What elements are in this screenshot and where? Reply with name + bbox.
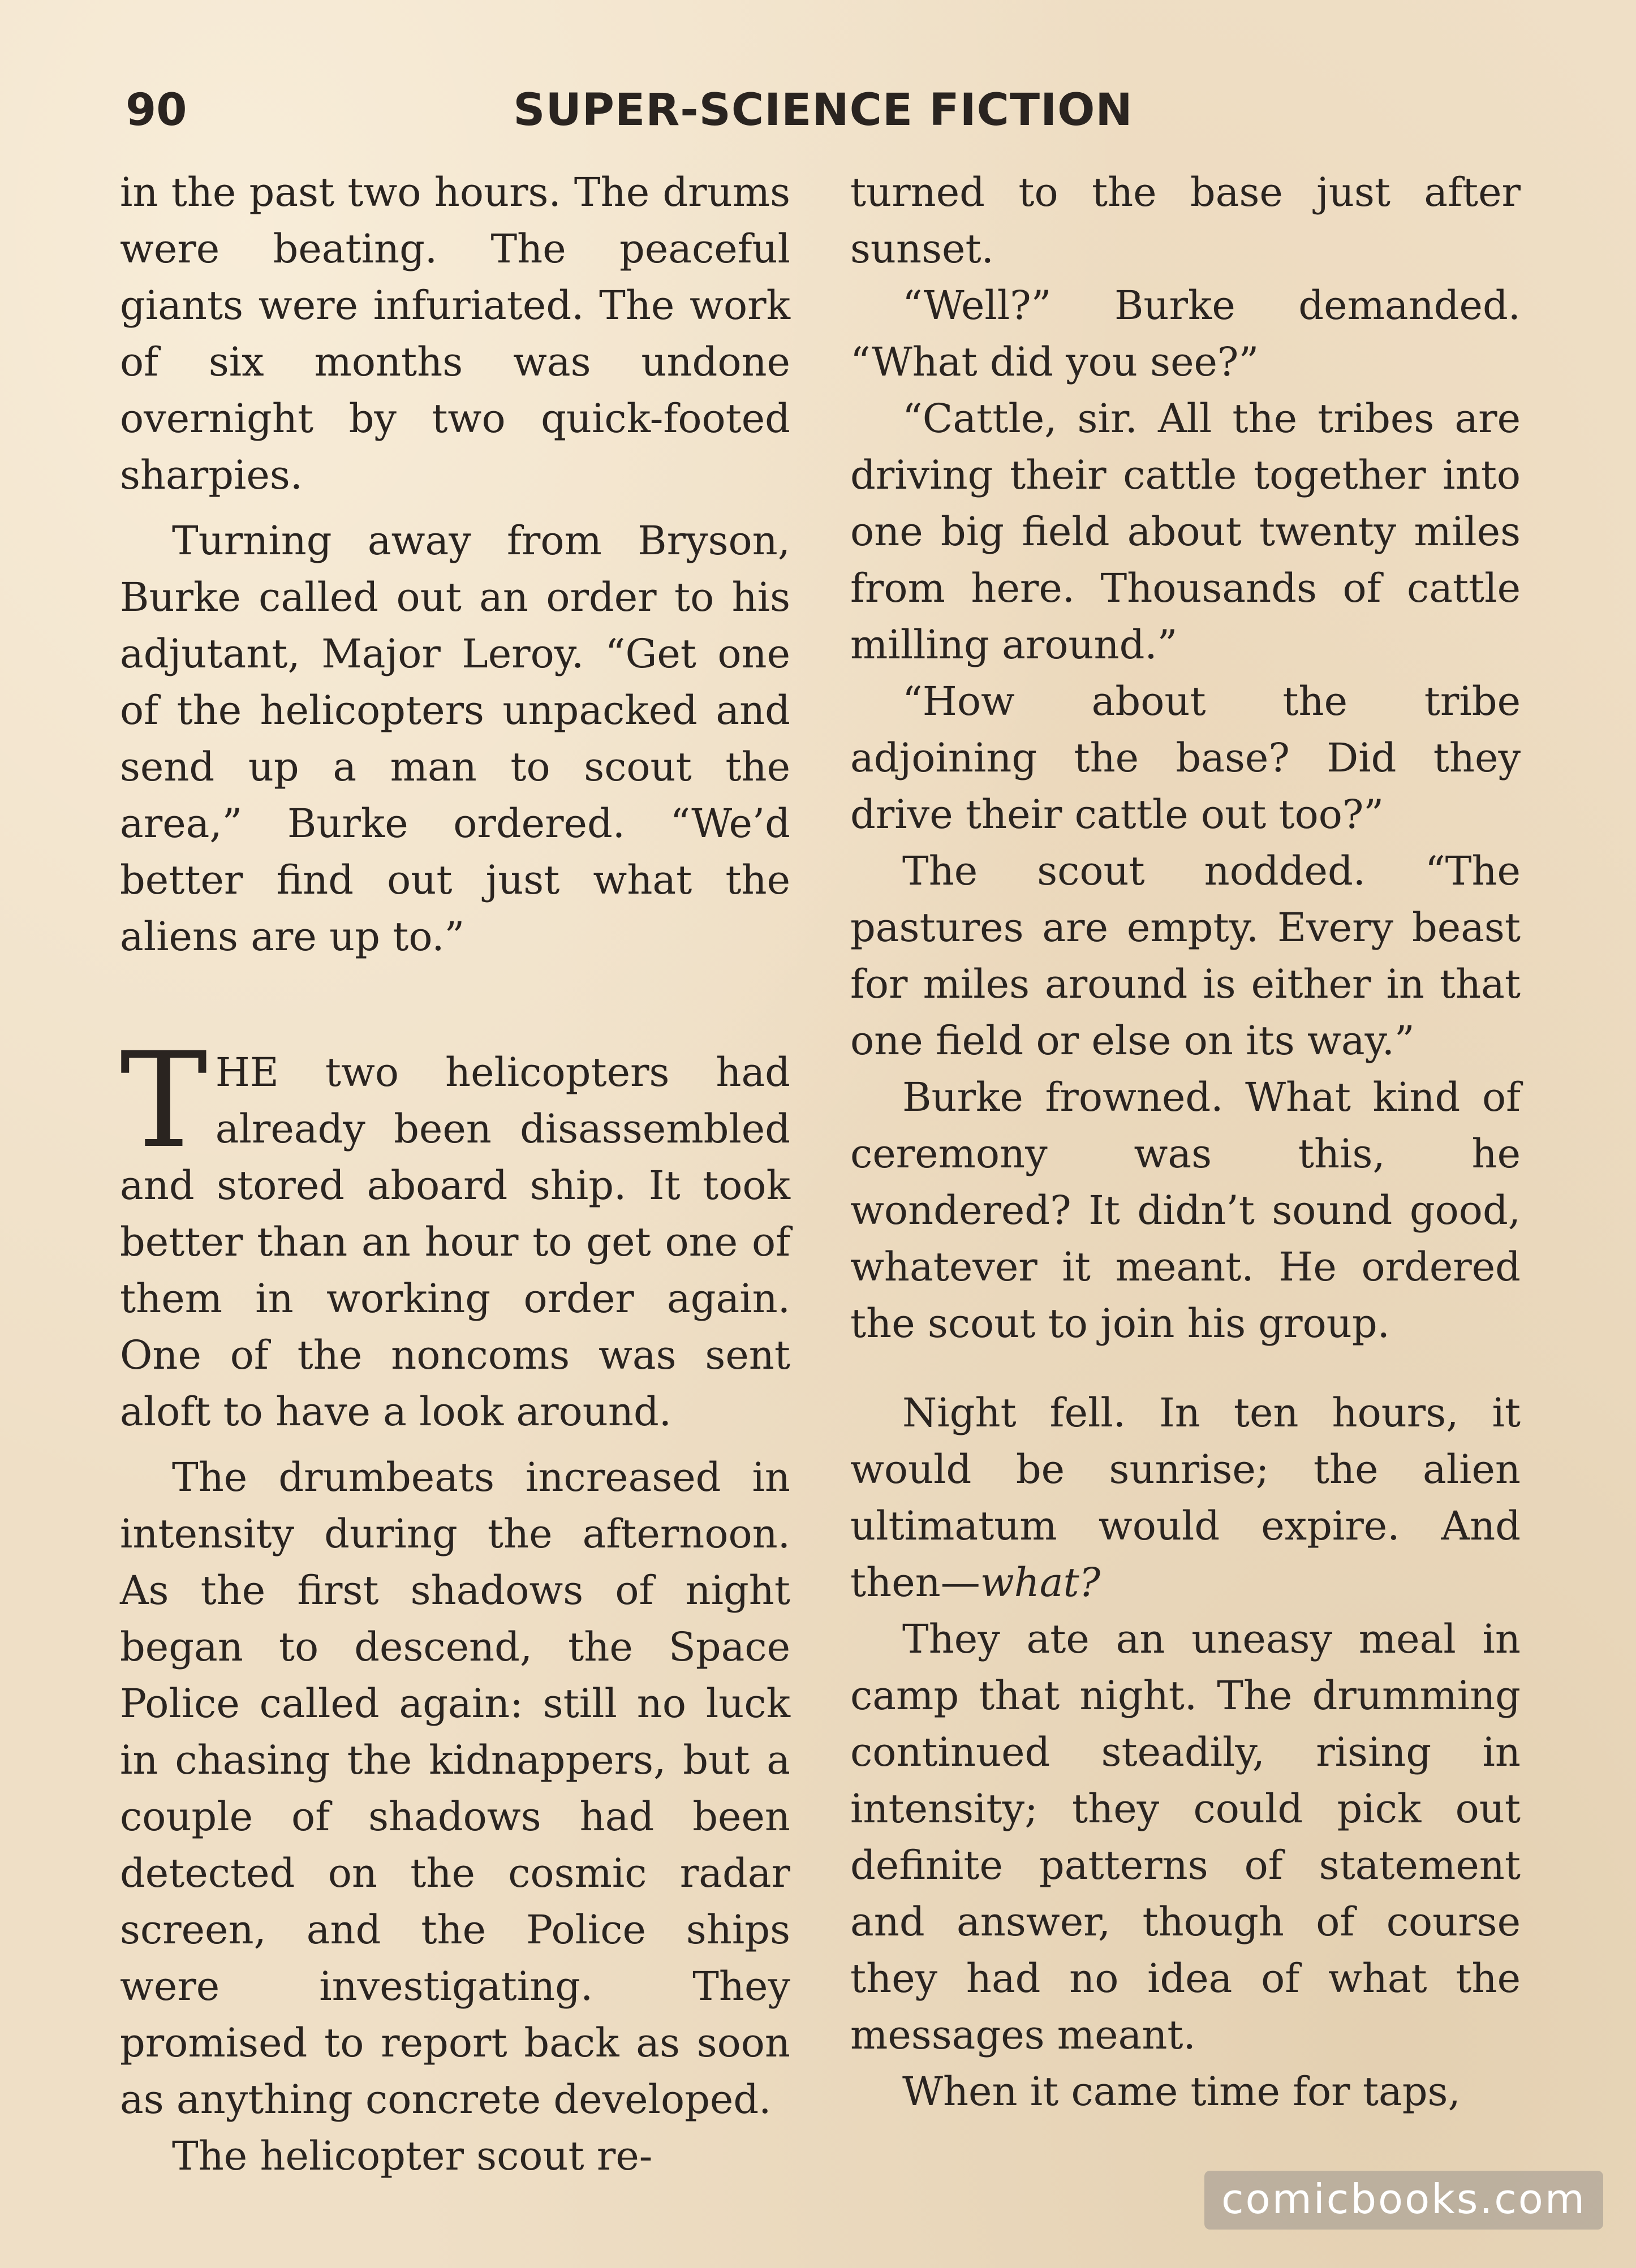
paragraph: The helicopter scout re- (172, 2133, 653, 2179)
paragraph: in the past two hours. The drums were beating. The peaceful giants were infuriated. The work of six months was undone overnight by two quick-footed sharpies. (120, 169, 790, 498)
paragraph-text: HE two helicopters had already been disassembled and stored aboard ship. It took better than an hour to get one of them in working order again. One of the noncoms was sent aloft to have a look around. (120, 1049, 790, 1435)
page-header (126, 79, 1521, 141)
paragraph: “How about the tribe adjoining the base? Did they drive their cattle out too?” (850, 678, 1521, 838)
italic-text: what? (980, 1559, 1101, 1606)
paragraph: They ate an uneasy meal in camp that night. The drumming continued steadily, rising in intensity; they could pick out definite patterns of statement and answer, though of course they had no idea of what the messages meant. (850, 1616, 1521, 2058)
watermark: comicbooks.com (1204, 2171, 1603, 2230)
paragraph-text: Night fell. In ten hours, it would be sunrise; the alien ultimatum would expire. And then— (850, 1390, 1521, 1606)
paragraph: Burke frowned. What kind of ceremony was this, he wondered? It didn’t sound good, whatever it meant. He ordered the scout to join his group. (850, 1074, 1521, 1347)
drop-cap: T (120, 1024, 208, 1177)
paragraph: “Well?” Burke demanded. “What did you see?” (850, 282, 1521, 385)
right-column (850, 164, 1521, 2120)
paragraph: When it came time for taps, (902, 2068, 1461, 2115)
paragraph: The drumbeats increased in intensity during the afternoon. As the first shadows of night began to descend, the Space Police called again: still no luck in chasing the kidnappers, but a couple of shadows had been detected on the cosmic radar screen, and the Police ships were investigating. They promised to report back as soon as anything concrete developed. (120, 1454, 790, 2123)
paragraph: The scout nodded. “The pastures are empty. Every beast for miles around is either in that one field or else on its way.” (850, 848, 1521, 1064)
paragraph-dropcap (120, 1024, 790, 1440)
paragraph: turned to the base just after sunset. (850, 169, 1521, 272)
paragraph (850, 1385, 1521, 1611)
left-column (120, 164, 790, 2184)
page-number: 90 (126, 85, 187, 136)
paragraph: Turning away from Bryson, Burke called out an order to his adjutant, Major Leroy. “Get one of the helicopters unpacked and send up a man to scout the area,” Burke ordered. “We’d better find out just what the aliens are up to.” (120, 518, 790, 960)
paragraph: “Cattle, sir. All the tribes are driving their cattle together into one big field about twenty miles from here. Thousands of cattle milling around.” (850, 395, 1521, 668)
running-head: SUPER-SCIENCE FICTION (513, 85, 1133, 136)
